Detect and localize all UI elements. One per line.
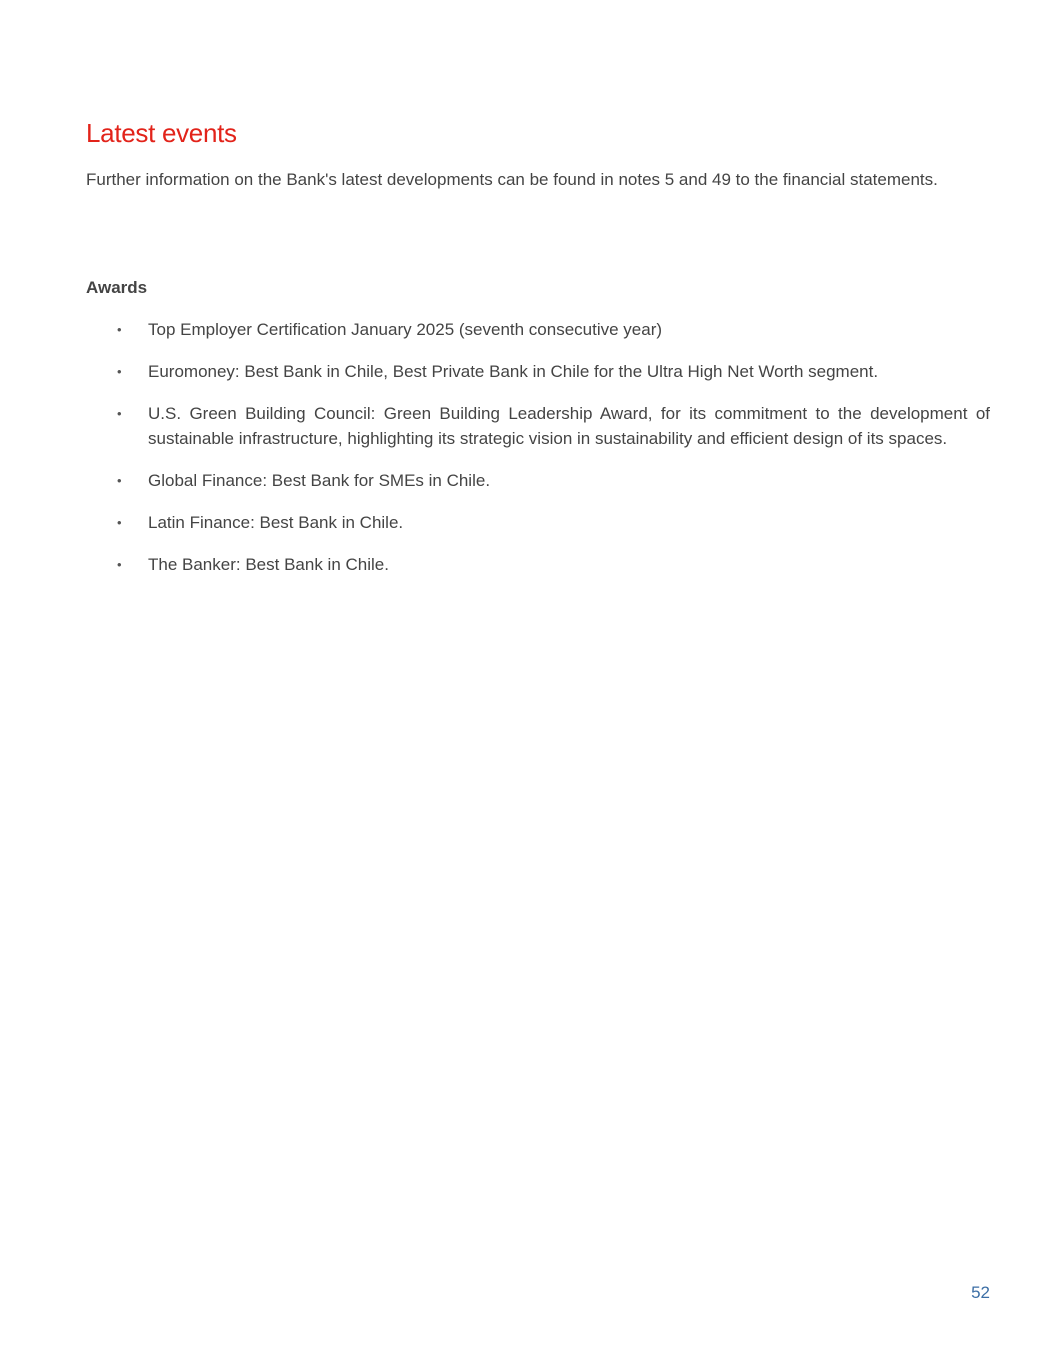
list-item — [86, 469, 990, 494]
awards-heading: Awards — [86, 278, 148, 297]
award-text: Top Employer Certification January 2025 (seventh consecutive year) — [148, 320, 663, 339]
list-item — [86, 553, 990, 578]
bullet-icon: • — [117, 364, 122, 379]
award-text: U.S. Green Building Council: Green Building Leadership Award, for its commitment to the development of sustainable infrastructure, highlighting its strategic vision in sustainability and efficient design of its spaces. — [148, 404, 990, 448]
list-item — [86, 360, 990, 385]
intro-paragraph: Further information on the Bank's latest developments can be found in notes 5 and 49 to the financial statements. — [86, 170, 938, 189]
award-text: Global Finance: Best Bank for SMEs in Chile. — [148, 470, 491, 490]
list-item — [86, 318, 990, 343]
awards-list — [86, 318, 990, 595]
bullet-icon: • — [117, 322, 122, 337]
section-title: Latest events — [86, 118, 237, 148]
award-text: Euromoney: Best Bank in Chile, Best Private Bank in Chile for the Ultra High Net Worth segment. — [148, 362, 879, 381]
award-text: The Banker: Best Bank in Chile. — [148, 554, 389, 574]
award-text: Latin Finance: Best Bank in Chile. — [148, 512, 404, 532]
list-item — [86, 402, 990, 451]
bullet-icon: • — [117, 406, 122, 421]
bullet-icon: • — [117, 556, 122, 572]
document-page — [86, 0, 990, 1365]
bullet-icon: • — [117, 514, 122, 530]
page-number: 52 — [971, 1283, 990, 1302]
bullet-icon: • — [117, 472, 122, 488]
list-item — [86, 511, 990, 536]
